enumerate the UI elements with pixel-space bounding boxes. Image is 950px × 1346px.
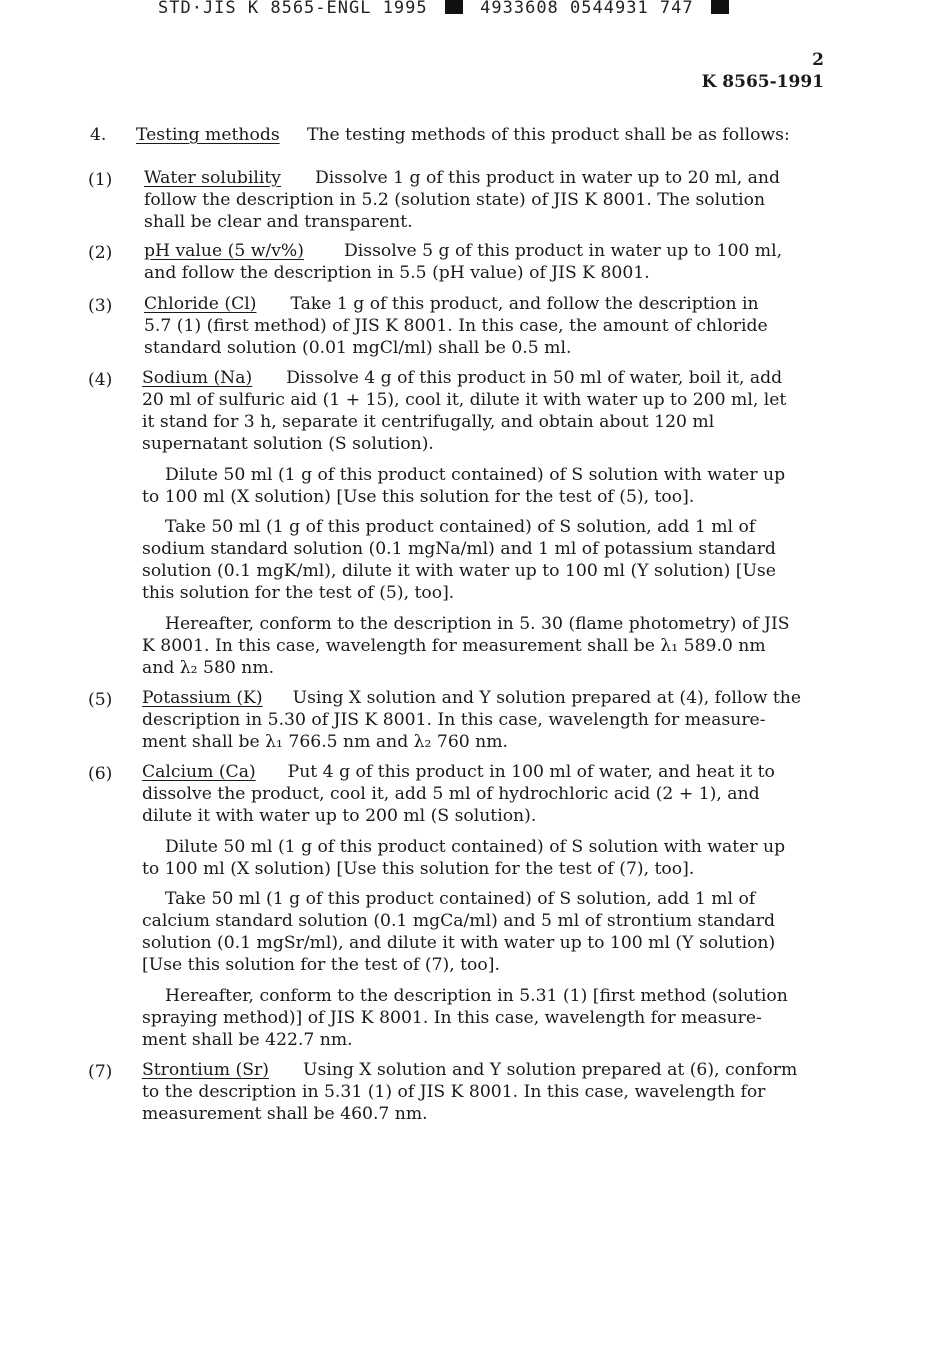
- paragraph-line: solution (0.1 mgK/ml), dilute it with water up to 100 ml (Y solution) [Use: [142, 561, 776, 581]
- paragraph-line: [Use this solution for the test of (7), too].: [142, 955, 500, 975]
- section-intro: The testing methods of this product shall be as follows:: [307, 125, 790, 145]
- item-number: (7): [88, 1062, 113, 1082]
- paragraph-line: solution (0.1 mgSr/ml), and dilute it with water up to 100 ml (Y solution): [142, 933, 776, 953]
- item-line: follow the description in 5.2 (solution state) of JIS K 8001. The solution: [144, 190, 766, 210]
- item-water-solubility: [144, 168, 780, 190]
- section-heading: [90, 125, 790, 147]
- item-line: and follow the description in 5.5 (pH value) of JIS K 8001.: [144, 263, 650, 283]
- section-number: 4.: [90, 125, 107, 145]
- item-potassium: [142, 688, 801, 710]
- paragraph-line: Take 50 ml (1 g of this product contained) of S solution, add 1 ml of: [165, 517, 756, 537]
- item-chloride: [144, 294, 759, 316]
- item-title: pH value (5 w/v%): [144, 241, 304, 261]
- paragraph-line: Dilute 50 ml (1 g of this product contained) of S solution with water up: [165, 465, 786, 485]
- paragraph-line: spraying method)] of JIS K 8001. In this case, wavelength for measure-: [142, 1008, 762, 1028]
- item-number: (5): [88, 690, 113, 710]
- item-line: measurement shall be 460.7 nm.: [142, 1104, 428, 1124]
- item-sodium: [142, 368, 782, 390]
- item-calcium: [142, 762, 775, 784]
- item-line: Using X solution and Y solution prepared at (6), conform: [302, 1060, 798, 1080]
- item-title: Water solubility: [144, 168, 282, 188]
- item-number: (2): [88, 243, 113, 263]
- paragraph-line: this solution for the test of (5), too].: [142, 583, 455, 603]
- item-line: 5.7 (1) (first method) of JIS K 8001. In this case, the amount of chloride: [144, 316, 768, 336]
- document-code-left: STD·JIS K 8565-ENGL 1995: [158, 0, 428, 18]
- item-line: 20 ml of sulfuric aid (1 + 15), cool it, dilute it with water up to 200 ml, let: [142, 390, 787, 410]
- item-strontium: [142, 1060, 797, 1082]
- item-line: Using X solution and Y solution prepared at (4), follow the: [292, 688, 802, 708]
- item-number: (4): [88, 370, 113, 390]
- paragraph-line: sodium standard solution (0.1 mgNa/ml) and 1 ml of potassium standard: [142, 539, 776, 559]
- document-code-header: [158, 0, 735, 18]
- paragraph-line: to 100 ml (X solution) [Use this solution for the test of (5), too].: [142, 487, 695, 507]
- paragraph-line: K 8001. In this case, wavelength for measurement shall be λ₁ 589.0 nm: [142, 636, 766, 656]
- item-line: to the description in 5.31 (1) of JIS K 8001. In this case, wavelength for: [142, 1082, 766, 1102]
- item-title: Chloride (Cl): [144, 294, 257, 314]
- document-code-right-1: 4933608: [480, 0, 559, 18]
- redaction-block: [445, 0, 463, 14]
- item-ph-value: [144, 241, 782, 263]
- standard-reference: K 8565-1991: [701, 72, 824, 92]
- item-line: dilute it with water up to 200 ml (S solution).: [142, 806, 537, 826]
- item-title: Sodium (Na): [142, 368, 253, 388]
- paragraph-line: ment shall be 422.7 nm.: [142, 1030, 353, 1050]
- item-number: (1): [88, 170, 113, 190]
- item-line: shall be clear and transparent.: [144, 212, 413, 232]
- item-line: Dissolve 1 g of this product in water up to 20 ml, and: [315, 168, 780, 188]
- item-line: Dissolve 4 g of this product in 50 ml of water, boil it, add: [286, 368, 783, 388]
- section-title: Testing methods: [136, 125, 280, 145]
- document-code-right-2: 0544931 747: [570, 0, 694, 18]
- paragraph-line: Hereafter, conform to the description in 5.31 (1) [first method (solution: [165, 986, 788, 1006]
- item-line: supernatant solution (S solution).: [142, 434, 434, 454]
- item-line: Put 4 g of this product in 100 ml of water, and heat it to: [287, 762, 775, 782]
- item-line: it stand for 3 h, separate it centrifugally, and obtain about 120 ml: [142, 412, 715, 432]
- paragraph-line: to 100 ml (X solution) [Use this solution for the test of (7), too].: [142, 859, 695, 879]
- item-line: Take 1 g of this product, and follow the description in: [290, 294, 759, 314]
- paragraph-line: Dilute 50 ml (1 g of this product contained) of S solution with water up: [165, 837, 786, 857]
- paragraph-line: calcium standard solution (0.1 mgCa/ml) and 5 ml of strontium standard: [142, 911, 775, 931]
- item-number: (6): [88, 764, 113, 784]
- redaction-block-2: [711, 0, 729, 14]
- paragraph-line: Take 50 ml (1 g of this product contained) of S solution, add 1 ml of: [165, 889, 756, 909]
- item-line: ment shall be λ₁ 766.5 nm and λ₂ 760 nm.: [142, 732, 509, 752]
- item-title: Strontium (Sr): [142, 1060, 269, 1080]
- item-title: Calcium (Ca): [142, 762, 256, 782]
- item-number: (3): [88, 296, 113, 316]
- paragraph-line: and λ₂ 580 nm.: [142, 658, 275, 678]
- item-line: dissolve the product, cool it, add 5 ml of hydrochloric acid (2 + 1), and: [142, 784, 760, 804]
- item-line: description in 5.30 of JIS K 8001. In this case, wavelength for measure-: [142, 710, 766, 730]
- paragraph-line: Hereafter, conform to the description in 5. 30 (flame photometry) of JIS: [165, 614, 790, 634]
- page-number: 2: [812, 50, 824, 70]
- item-line: standard solution (0.01 mgCl/ml) shall be 0.5 ml.: [144, 338, 572, 358]
- item-title: Potassium (K): [142, 688, 263, 708]
- item-line: Dissolve 5 g of this product in water up to 100 ml,: [343, 241, 783, 261]
